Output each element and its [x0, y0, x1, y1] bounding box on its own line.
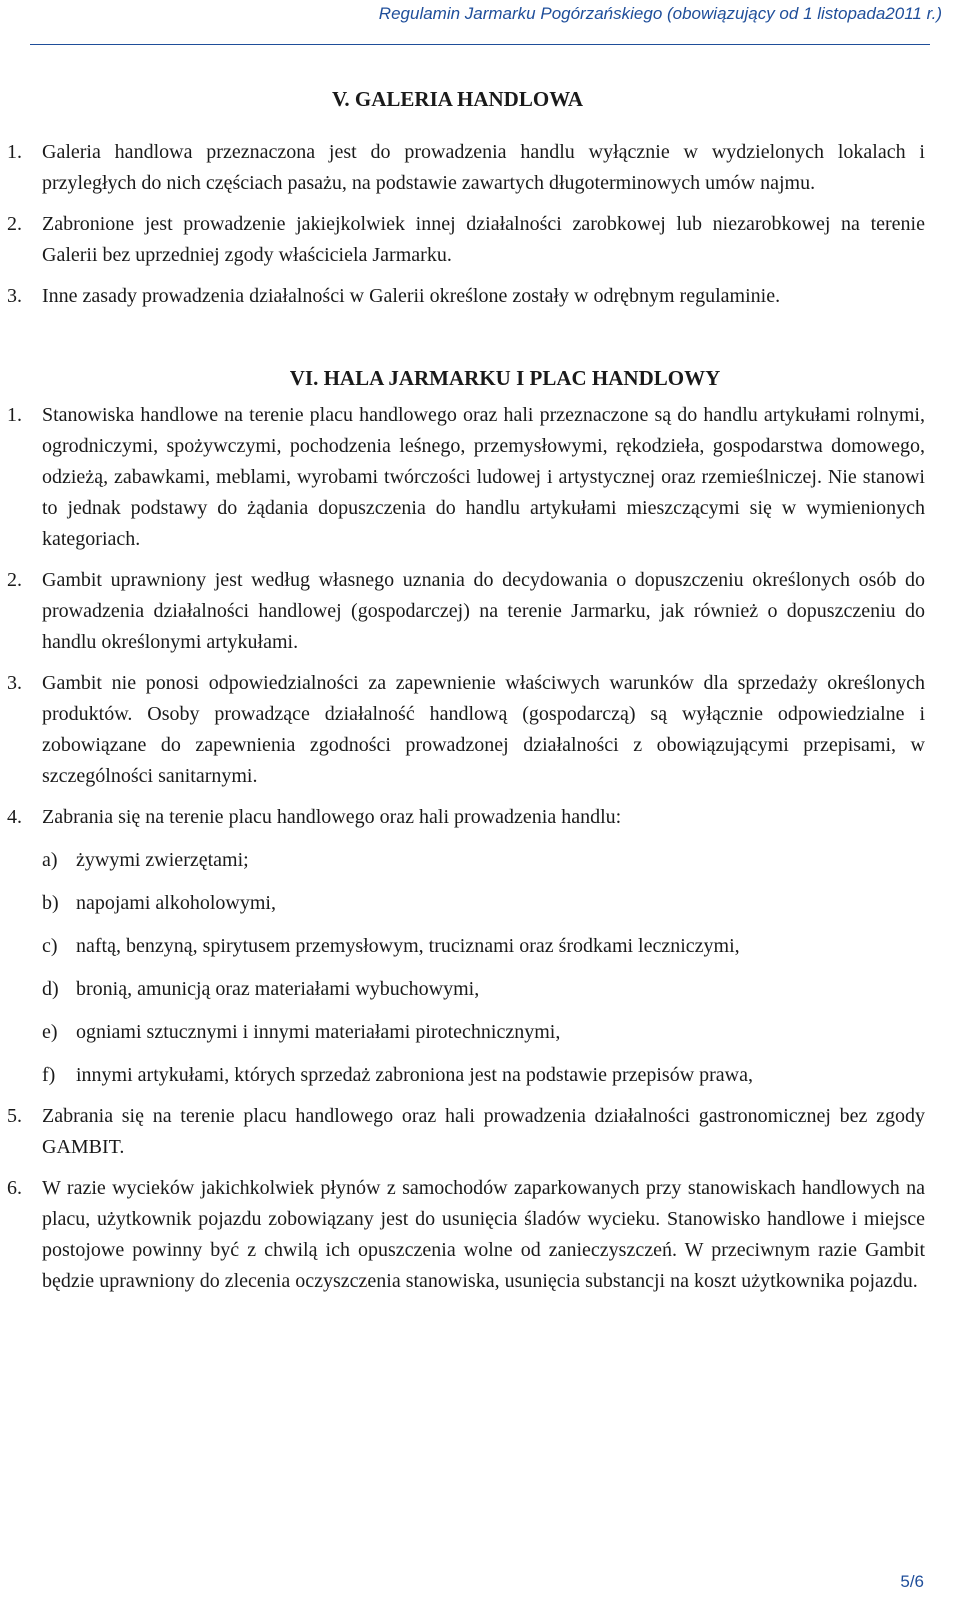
item-text: W razie wycieków jakichkolwiek płynów z samochodów zaparkowanych przy stanowiskach handlowych na placu, użytkownik pojazdu zobowiązany jest do usunięcia śladów wycieku. Stanowisko handlowe i miejsce postojowe powinny być z chwilą ich opuszczenia wolne od zanieczyszczeń. W przeciwnym razie Gambit będzie uprawniony do zlecenia oczyszczenia stanowiska, usunięcia substancji na koszt użytkownika pojazdu.: [42, 1177, 925, 1292]
item-number: 2.: [7, 213, 22, 235]
section-vi-item-5: [7, 1101, 925, 1163]
section-vi-title: VI. HALA JARMARKU I PLAC HANDLOWY: [289, 366, 721, 390]
subitem-text: ogniami sztucznymi i innymi materiałami pirotechnicznymi,: [76, 1021, 561, 1043]
item-text: Gambit uprawniony jest według własnego uznania do decydowania o dopuszczeniu określonych osób do prowadzenia działalności handlowej (gospodarczej) na terenie Jarmarku, jak również o dopuszczeniu do handlu określonymi artykułami.: [42, 569, 925, 653]
page-number: 5/6: [900, 1572, 924, 1591]
prohibited-item-d: [42, 974, 925, 1005]
subitem-text: napojami alkoholowymi,: [76, 892, 276, 914]
item-text: Zabronione jest prowadzenie jakiejkolwiek innej działalności zarobkowej lub niezarobkowej na terenie Galerii bez uprzedniej zgody właściciela Jarmarku.: [42, 213, 925, 266]
item-number: 3.: [7, 672, 22, 694]
section-vi-item-4: [7, 802, 925, 833]
subitem-text: innymi artykułami, których sprzedaż zabroniona jest na podstawie przepisów prawa,: [76, 1064, 754, 1086]
item-number: 5.: [7, 1105, 22, 1127]
subitem-letter: a): [42, 849, 58, 871]
item-number: 6.: [7, 1177, 22, 1199]
section-vi-item-1: [7, 400, 925, 555]
section-v-item-1: [7, 137, 925, 199]
section-v-item-3: [7, 281, 925, 312]
section-vi-item-3: [7, 668, 925, 792]
item-text: Inne zasady prowadzenia działalności w Galerii określone zostały w odrębnym regulaminie.: [42, 285, 781, 307]
subitem-letter: f): [42, 1064, 56, 1086]
item-number: 4.: [7, 806, 22, 828]
item-text: Zabrania się na terenie placu handlowego oraz hali prowadzenia handlu:: [42, 806, 622, 828]
prohibited-item-e: [42, 1017, 925, 1048]
subitem-letter: d): [42, 978, 59, 1000]
subitem-text: naftą, benzyną, spirytusem przemysłowym, truciznami oraz środkami leczniczymi,: [76, 935, 740, 957]
subitem-text: żywymi zwierzętami;: [76, 849, 249, 871]
prohibited-item-b: [42, 888, 925, 919]
prohibited-item-c: [42, 931, 925, 962]
item-text: Zabrania się na terenie placu handlowego oraz hali prowadzenia działalności gastronomicznej bez zgody GAMBIT.: [42, 1105, 925, 1158]
subitem-text: bronią, amunicją oraz materiałami wybuchowymi,: [76, 978, 480, 1000]
item-number: 3.: [7, 285, 22, 307]
subitem-letter: c): [42, 935, 58, 957]
document-title: Regulamin Jarmarku Pogórzańskiego (obowiązujący od 1 listopada2011 r.): [378, 4, 942, 23]
item-number: 2.: [7, 569, 22, 591]
item-number: 1.: [7, 404, 22, 426]
prohibited-item-a: [42, 845, 925, 876]
header-divider: [30, 44, 930, 45]
section-v-title: V. GALERIA HANDLOWA: [331, 87, 584, 111]
item-text: Stanowiska handlowe na terenie placu handlowego oraz hali przeznaczone są do handlu artykułami rolnymi, ogrodniczymi, spożywczymi, pochodzenia leśnego, przemysłowymi, rękodzieła, gospodarstwa domowego, odzieżą, zabawkami, meblami, wyrobami twórczości ludowej i artystycznej oraz rzemieślniczej. Nie stanowi to jednak podstawy do żądania dopuszczenia do handlu artykułami mieszczącymi się w wymienionych kategoriach.: [42, 404, 925, 550]
section-v-item-2: [7, 209, 925, 271]
section-vi-item-6: [7, 1173, 925, 1297]
item-number: 1.: [7, 141, 22, 163]
page-header: [0, 0, 960, 56]
item-text: Gambit nie ponosi odpowiedzialności za zapewnienie właściwych warunków dla sprzedaży określonych produktów. Osoby prowadzące działalność handlową (gospodarczą) są wyłącznie odpowiedzialne i zobowiązane do zapewnienia zgodności prowadzonej działalności z obowiązującymi przepisami, w szczególności sanitarnymi.: [42, 672, 925, 787]
document-body: [7, 80, 925, 1297]
subitem-letter: e): [42, 1021, 58, 1043]
subitem-letter: b): [42, 892, 59, 914]
prohibited-item-f: [42, 1060, 925, 1091]
section-vi-item-2: [7, 565, 925, 658]
item-text: Galeria handlowa przeznaczona jest do prowadzenia handlu wyłącznie w wydzielonych lokalach i przyległych do nich częściach pasażu, na podstawie zawartych długoterminowych umów najmu.: [42, 141, 925, 194]
